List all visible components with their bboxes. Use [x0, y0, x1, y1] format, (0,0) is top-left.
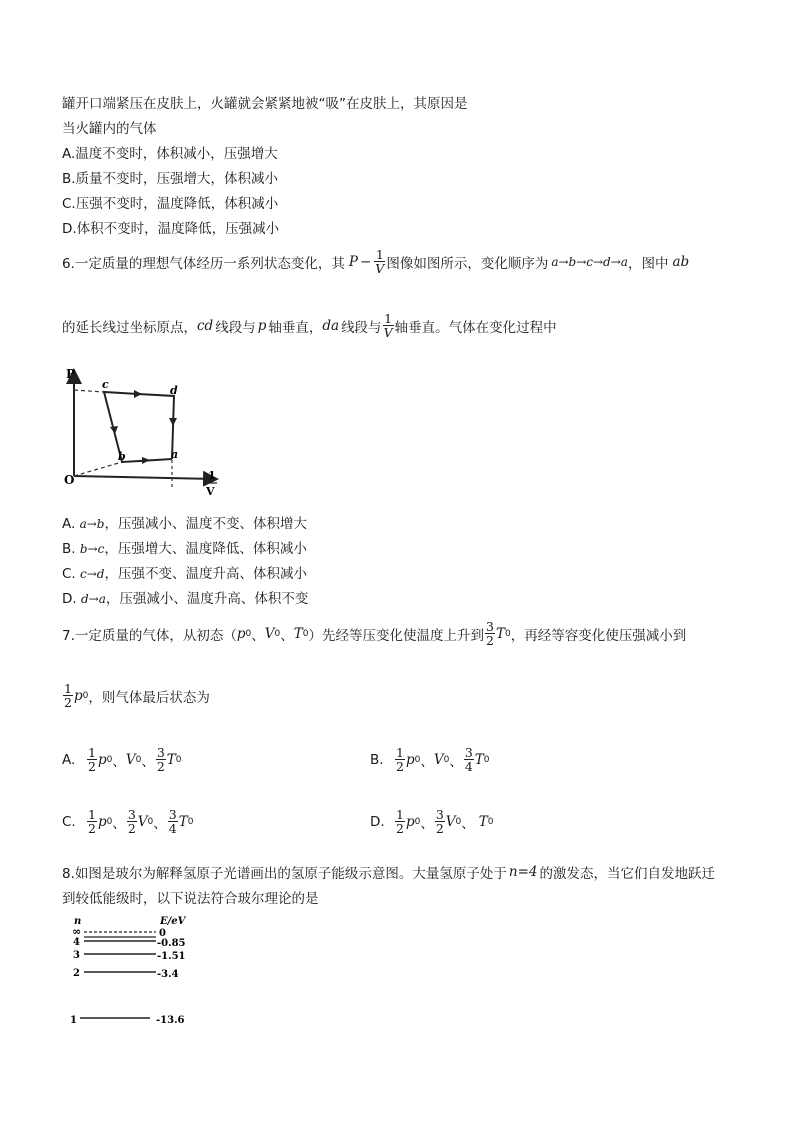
q6-opt-c-text: ，压强不变、温度升高、体积减小: [104, 566, 307, 582]
q7d-f2d: 2: [435, 821, 444, 837]
q7d-p: p: [405, 813, 415, 830]
q6-opt-c-seg: c→d: [80, 567, 105, 581]
q8-n4: n=4: [508, 864, 538, 880]
q7-frac-3-2: [485, 620, 495, 647]
q5-option-b: B.质量不变时，压强增大，体积减小: [62, 171, 279, 187]
q7-option-d: [370, 808, 494, 835]
q6-da: da: [322, 317, 340, 334]
q6-stem-line1: [62, 248, 689, 275]
diagram-e-header: E/eV: [160, 916, 186, 927]
level-2-energy: -3.4: [157, 969, 179, 980]
point-a-label: a: [171, 448, 179, 461]
q6-p-axis: p: [257, 317, 267, 334]
q7a-v: V: [125, 751, 136, 768]
q6-opt-d-seg: d→a: [80, 592, 106, 606]
q6-axis-frac-den: V: [383, 325, 393, 341]
q7-option-c: [62, 808, 193, 835]
q8-stem-text1: 8.如图是玻尔为解释氢原子光谱画出的氢原子能级示意图。大量氢原子处于: [62, 866, 507, 882]
q7-opt-b-label: B.: [370, 751, 384, 768]
q7-opt-c-label: C.: [62, 813, 76, 830]
q6-stem2-text3: 轴垂直，: [268, 319, 323, 336]
q5-option-d: D.体积不变时，温度降低，压强减小: [62, 221, 280, 237]
q7-stem-text3: ，再经等容变化使压强减小到: [510, 627, 687, 644]
q7b-f1n: 1: [396, 745, 404, 760]
q7c-f3d: 4: [168, 821, 177, 837]
q7-stem2-text: ，则气体最后状态为: [88, 689, 210, 706]
q6-opt-d-text: ，压强减小、温度升高、体积不变: [105, 591, 309, 607]
level-3-label: 3: [73, 950, 80, 961]
level-1-energy: -13.6: [156, 1015, 185, 1026]
arrow-da: [169, 418, 177, 426]
q7-frac-den: 2: [486, 633, 494, 649]
q7-sep1: 、: [251, 627, 265, 644]
arrow-cd: [134, 390, 142, 398]
q7b-t: T: [474, 751, 484, 768]
q7c-frac3: [168, 808, 178, 835]
q6-option-b: [62, 537, 307, 557]
q6-opt-a-label: A.: [62, 516, 76, 532]
q7-opt-a-label: A.: [62, 751, 76, 768]
q7a-f1n: 1: [88, 745, 96, 760]
c-guide-dash: [74, 390, 104, 392]
q7a-frac1: [87, 746, 97, 773]
q7a-p-sub: 0: [106, 754, 113, 765]
q7c-v-sub: 0: [147, 816, 154, 827]
q8-energy-level-diagram: [64, 912, 204, 1030]
q7b-f1d: 2: [396, 759, 404, 775]
q7-stem-text2: ）先经等压变化使温度上升到: [308, 627, 485, 644]
q7d-f1d: 2: [396, 821, 404, 837]
q7-option-b: [370, 746, 490, 773]
q7-frac12-num: 1: [64, 681, 72, 696]
q6-cd: cd: [197, 317, 214, 334]
q7c-f3n: 3: [168, 807, 177, 822]
q7-v-sub: 0: [274, 628, 281, 639]
q7-t: T: [293, 625, 303, 642]
q7c-t-sub: 0: [187, 816, 194, 827]
graph-x-label-den: V: [206, 485, 215, 498]
q7a-f2n: 3: [156, 745, 165, 760]
q7-t-sub: 0: [302, 628, 309, 639]
level-inf-label: ∞: [72, 925, 82, 938]
q7a-sep2: 、: [141, 753, 155, 770]
q6-stem-text3: ，图中: [627, 255, 669, 272]
q7-line2-p-sub: 0: [82, 690, 89, 701]
q7c-p: p: [97, 813, 107, 830]
q6-opt-c-label: C.: [62, 566, 76, 582]
q7b-t-sub: 0: [483, 754, 490, 765]
q6-sequence: a→b→c→d→a: [551, 254, 628, 269]
q6-axis-frac: [383, 312, 394, 339]
q7b-v-sub: 0: [443, 754, 450, 765]
q8-stem-line2: 到较低能级时，以下说法符合玻尔理论的是: [62, 891, 319, 907]
q6-frac-den: V: [375, 261, 385, 277]
q7a-p: p: [97, 751, 107, 768]
q6-stem2-text4: 线段与: [341, 319, 382, 336]
level-2-label: 2: [73, 968, 80, 979]
q8-stem-text2: 的激发态，当它们自发地跃迁: [539, 866, 715, 882]
q7-opt-d-label: D.: [370, 813, 385, 830]
q7d-t: T: [478, 813, 488, 830]
q7a-t: T: [166, 751, 176, 768]
q5-option-a: A.温度不变时，体积减小，压强增大: [62, 146, 278, 162]
q7b-frac1: [395, 746, 405, 773]
point-c-label: c: [102, 378, 109, 391]
q7b-v: V: [433, 751, 444, 768]
q6-pv-graph: [60, 362, 230, 502]
q7a-sep1: 、: [112, 753, 126, 770]
q6-stem-line2: [62, 312, 557, 339]
q7b-f2d: 4: [464, 759, 473, 775]
q7a-t-sub: 0: [175, 754, 182, 765]
q7c-t: T: [178, 813, 188, 830]
q7d-v-sub: 0: [455, 816, 462, 827]
q6-frac-1-over-v: [374, 248, 385, 275]
q6-stem-text2: 图像如图所示，变化顺序为: [386, 255, 549, 272]
x-axis: [74, 476, 215, 479]
q6-opt-b-text: ，压强增大、温度降低、体积减小: [104, 541, 307, 557]
q7c-v: V: [137, 813, 148, 830]
q7-p-sub: 0: [245, 628, 252, 639]
q7c-sep1: 、: [112, 815, 126, 832]
point-d-label: d: [170, 384, 178, 397]
q6-dash: −: [359, 253, 372, 270]
arrow-ab: [142, 457, 150, 464]
q7-stem-line2: [62, 682, 210, 709]
q7d-frac2: [435, 808, 445, 835]
q6-stem2-text5: 轴垂直。气体在变化过程中: [394, 319, 557, 336]
q8-stem-line1: [62, 862, 715, 882]
q7b-frac2: [464, 746, 474, 773]
q7d-sep2: 、: [461, 815, 475, 832]
q7-line2-p: p: [73, 687, 83, 704]
q6-opt-a-seg: a→b: [79, 517, 105, 531]
q7-t0: T: [495, 625, 505, 642]
q7-p: p: [236, 625, 246, 642]
level-3-energy: -1.51: [157, 951, 186, 962]
q7d-sep1: 、: [420, 815, 434, 832]
q7b-sep1: 、: [420, 753, 434, 770]
level-4-label: 4: [73, 937, 80, 948]
q5-line2: 当火罐内的气体: [62, 121, 157, 137]
q7d-v: V: [445, 813, 456, 830]
q7-v: V: [264, 625, 275, 642]
level-1-label: 1: [70, 1015, 77, 1026]
q7c-frac2: [127, 808, 137, 835]
graph-origin-label: O: [64, 473, 75, 487]
q7-stem-text1: 7.一定质量的气体，从初态（: [62, 627, 237, 644]
q7d-f2n: 3: [435, 807, 444, 822]
q6-stem2-text1: 的延长线过坐标原点，: [62, 319, 197, 336]
q7d-f1n: 1: [396, 807, 404, 822]
q7c-f1d: 2: [88, 821, 96, 837]
q6-opt-a-text: ，压强减小、温度不变、体积增大: [104, 516, 307, 532]
q5-line1: 罐开口端紧压在皮肤上，火罐就会紧紧地被“吸”在皮肤上，其原因是: [62, 96, 468, 112]
level-4-energy: -0.85: [157, 938, 186, 949]
level-inf-energy: 0: [159, 928, 166, 939]
q7-stem-line1: [62, 620, 686, 647]
q6-option-a: [62, 512, 307, 532]
q7b-sep2: 、: [449, 753, 463, 770]
q6-stem2-text2: 线段与: [215, 319, 256, 336]
diagram-n-header: n: [74, 916, 82, 927]
q7a-v-sub: 0: [135, 754, 142, 765]
q7c-f2n: 3: [127, 807, 136, 822]
q7c-p-sub: 0: [106, 816, 113, 827]
q6-axis-frac-num: 1: [384, 311, 393, 326]
q7d-t-sub: 0: [487, 816, 494, 827]
q7-frac12-den: 2: [64, 695, 72, 711]
q7-frac-1-2: [63, 682, 73, 709]
q7-frac-num: 3: [486, 619, 494, 634]
point-b-label: b: [118, 450, 126, 463]
q7b-p: p: [405, 751, 415, 768]
q6-frac-num: 1: [375, 247, 384, 262]
q7-t0-sub: 0: [504, 628, 511, 639]
q7a-f2d: 2: [156, 759, 165, 775]
q7c-f1n: 1: [88, 807, 96, 822]
q7c-frac1: [87, 808, 97, 835]
q7b-p-sub: 0: [414, 754, 421, 765]
q6-opt-b-seg: b→c: [79, 542, 105, 556]
q7a-f1d: 2: [88, 759, 96, 775]
q7-sep2: 、: [280, 627, 294, 644]
q7a-frac2: [156, 746, 166, 773]
q7b-f2n: 3: [464, 745, 473, 760]
graph-y-label: P: [66, 367, 76, 381]
q7d-p-sub: 0: [414, 816, 421, 827]
q6-stem-text1: 6.一定质量的理想气体经历一系列状态变化，其: [62, 255, 345, 272]
q7-option-a: [62, 746, 182, 773]
q6-opt-b-label: B.: [62, 541, 76, 557]
q6-opt-d-label: D.: [62, 591, 77, 607]
q6-ab: ab: [672, 253, 690, 270]
q5-option-c: C.压强不变时，温度降低，体积减小: [62, 196, 279, 212]
ab-extension-dash: [74, 462, 122, 476]
q6-p-symbol: P: [348, 253, 358, 270]
q7d-frac1: [395, 808, 405, 835]
q6-option-d: [62, 587, 308, 607]
q7c-f2d: 2: [127, 821, 136, 837]
q7c-sep2: 、: [153, 815, 167, 832]
graph-x-label-num: 1: [208, 469, 216, 482]
q6-option-c: [62, 562, 307, 582]
